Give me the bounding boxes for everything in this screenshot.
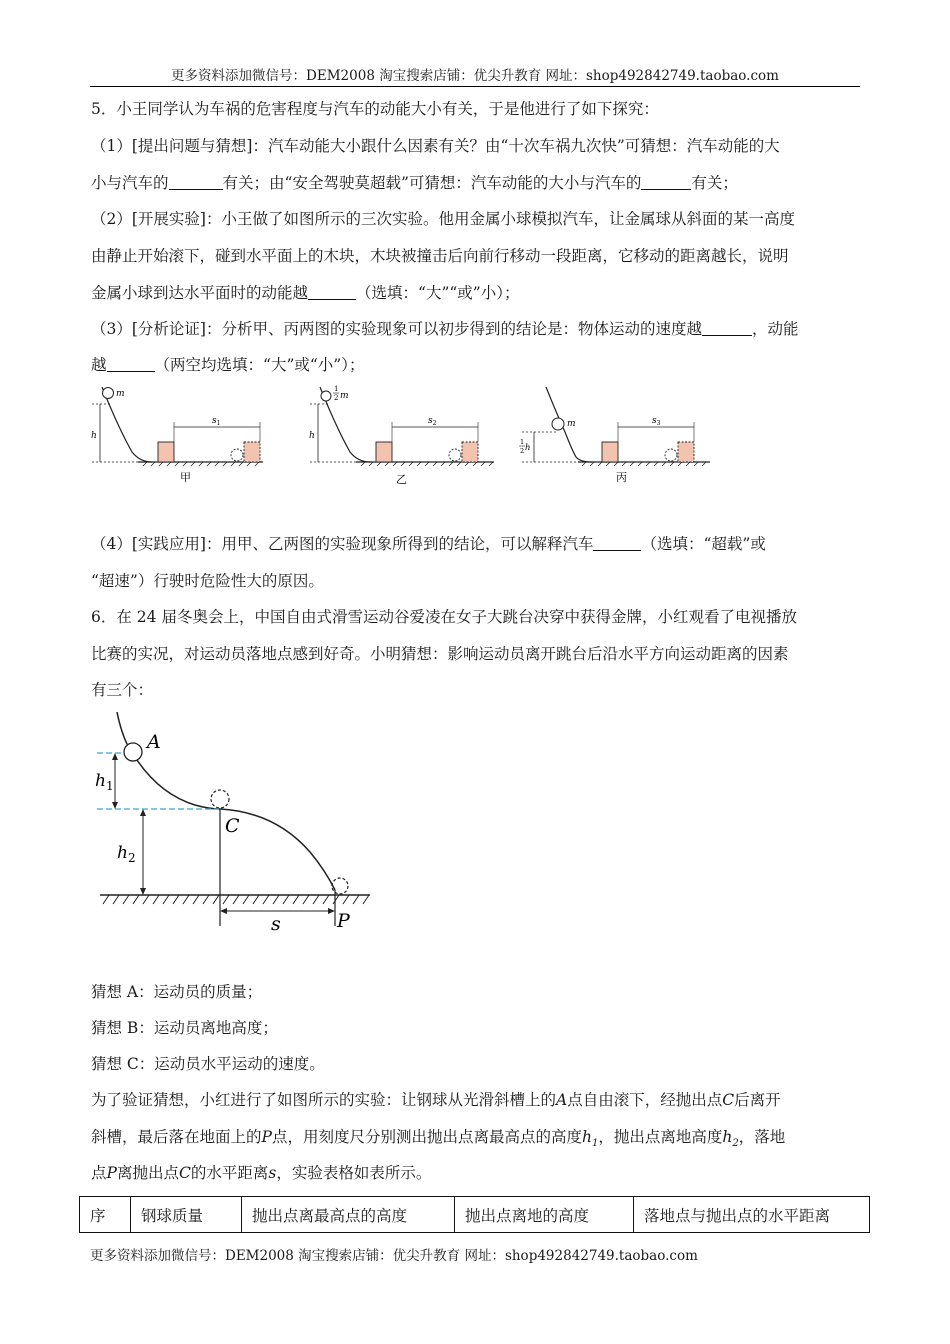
- q5-p4-text2: （选填：“超载”或: [641, 535, 766, 553]
- page-footer: 更多资料添加微信号：DEM2008 淘宝搜索店铺：优尖升教育 网址：shop492842749.taobao.com: [90, 1248, 698, 1264]
- table-header-cell: 序: [80, 1197, 131, 1233]
- q5-p3-line2: [91, 354, 364, 376]
- q5-p3-text3: 越: [91, 356, 107, 374]
- text: 为了验证猜想，小红进行了如图所示的实验：让钢球从光滑斜槽上的: [91, 1091, 557, 1109]
- height-label: h: [91, 431, 97, 441]
- experiment-table: [79, 1196, 870, 1233]
- s-label: s: [271, 913, 281, 935]
- text: 的水平距离: [190, 1164, 269, 1182]
- point-p-label: P: [337, 910, 350, 932]
- q6-line2: 比赛的实况，对运动员落地点感到好奇。小明猜想：影响运动员离开跳台后沿水平方向运动距离的因素: [91, 645, 789, 663]
- var: h: [722, 1128, 733, 1146]
- q5-p1-text3: 有关；: [691, 174, 738, 192]
- q5-p2-text1: 金属小球到达水平面时的动能越: [91, 284, 309, 302]
- table-header-cell: 钢球质量: [131, 1197, 242, 1233]
- height-label: h: [525, 443, 531, 453]
- blank-answer[interactable]: [107, 355, 155, 372]
- var: h: [581, 1128, 592, 1146]
- table-header-cell: 落地点与抛出点的水平距离: [634, 1197, 870, 1233]
- guess-c: 猜想 C：运动员水平运动的速度。: [91, 1055, 325, 1073]
- q5-p3-text2: ，动能: [751, 320, 799, 338]
- var: s: [268, 1164, 277, 1182]
- figure-bing: [519, 387, 710, 484]
- text: 点: [91, 1164, 107, 1182]
- h1-label: $h_1$: [95, 771, 114, 793]
- text: ，实验表格如表所示。: [276, 1164, 432, 1182]
- q5-p4-text1: （4）[实践应用]：用甲、乙两图的实验现象所得到的结论，可以解释汽车: [91, 535, 594, 553]
- q6-line3: 有三个：: [91, 681, 154, 699]
- q5-p2-line1: （2）[开展实验]：小王做了如图所示的三次实验。他用金属小球模拟汽车，让金属球从斜面的某一高度: [91, 210, 795, 228]
- text: 点，用刻度尺分别测出抛出点离最高点的高度: [271, 1128, 582, 1146]
- page-header: 更多资料添加微信号：DEM2008 淘宝搜索店铺：优尖升教育 网址：shop492842749.taobao.com: [90, 66, 860, 87]
- sub: 2: [732, 1138, 739, 1150]
- mass-label: m: [567, 419, 576, 429]
- var: C: [722, 1091, 735, 1109]
- point-a-label: A: [147, 731, 161, 753]
- text: 后离开: [734, 1091, 781, 1109]
- blank-answer[interactable]: [702, 319, 752, 336]
- figure-label-jia: 甲: [180, 471, 191, 484]
- guess-b: 猜想 B：运动员离地高度；: [91, 1019, 278, 1037]
- q5-title: 5．小王同学认为车祸的危害程度与汽车的动能大小有关，于是他进行了如下探究：: [91, 100, 659, 118]
- point-c-label: C: [225, 815, 240, 837]
- text: ，抛出点离地高度: [598, 1128, 723, 1146]
- q5-p1-line2: [91, 172, 738, 194]
- figure-yi: [309, 385, 494, 486]
- q6-exp-line2: [91, 1126, 785, 1155]
- q5-figure: [88, 382, 718, 490]
- sub: 1: [591, 1138, 599, 1150]
- blank-answer[interactable]: [641, 173, 691, 190]
- height-fraction-den: 2: [520, 447, 525, 455]
- guess-a: 猜想 A：运动员的质量；: [91, 983, 263, 1001]
- figure-label-bing: 丙: [616, 471, 627, 484]
- q5-p3-line1: [91, 318, 798, 340]
- height-fraction-num: 1: [520, 438, 525, 446]
- table-header-cell: 抛出点离地的高度: [455, 1197, 634, 1233]
- q5-p1-line1: （1）[提出问题与猜想]：汽车动能大小跟什么因素有关？由“十次车祸九次快”可猜想：汽车动能的大: [91, 137, 780, 155]
- figure-label-yi: 乙: [396, 473, 407, 486]
- table-header-row: [80, 1197, 870, 1233]
- text: 离抛出点: [116, 1164, 179, 1182]
- blank-answer[interactable]: [308, 283, 356, 300]
- mass-fraction-den: 2: [334, 394, 339, 402]
- distance-label: $s_3$: [652, 416, 661, 427]
- text: ，落地: [738, 1128, 786, 1146]
- q5-p2-line2: 由静止开始滚下，碰到水平面上的木块，木块被撞击后向前行移动一段距离，它移动的距离越长，说明: [91, 247, 789, 265]
- var: P: [106, 1164, 117, 1182]
- text: 点自由滚下，经抛出点: [567, 1091, 723, 1109]
- q5-p1-text1: 小与汽车的: [91, 174, 169, 192]
- q5-p2-line3: [91, 282, 519, 304]
- blank-answer[interactable]: [169, 173, 223, 190]
- q5-p4-line1: [91, 533, 766, 555]
- var: A: [556, 1091, 568, 1109]
- height-label: h: [309, 431, 315, 441]
- table-header-cell: 抛出点离最高点的高度: [242, 1197, 455, 1233]
- h2-label: $h_2$: [117, 843, 136, 865]
- q6-exp-line1: [91, 1089, 781, 1111]
- q5-p3-text1: （3）[分析论证]：分析甲、丙两图的实验现象可以初步得到的结论是：物体运动的速度越: [91, 320, 702, 338]
- mass-label: m: [340, 391, 349, 401]
- q6-line1: 6．在 24 届冬奥会上，中国自由式滑雪运动谷爱凌在女子大跳台决穿中获得金牌，小红观看了电视播放: [91, 608, 797, 626]
- q5-p4-line2: “超速”）行驶时危险性大的原因。: [91, 572, 324, 590]
- q6-exp-line3: [91, 1162, 431, 1184]
- blank-answer[interactable]: [593, 534, 641, 551]
- distance-label: $s_2$: [428, 416, 437, 427]
- q5-p3-text4: （两空均选填：“大”或“小”）；: [154, 356, 365, 374]
- q5-p1-text2: 有关；由“安全驾驶莫超载”可猜想：汽车动能的大小与汽车的: [222, 174, 642, 192]
- mass-label: m: [116, 389, 125, 399]
- text: 斜槽，最后落在地面上的: [91, 1128, 262, 1146]
- mass-fraction-num: 1: [334, 385, 339, 393]
- figure-jia: [91, 387, 263, 484]
- distance-label: $s_1$: [212, 416, 221, 427]
- var: C: [178, 1164, 191, 1182]
- q6-figure: [95, 712, 395, 937]
- var: P: [261, 1128, 272, 1146]
- q5-p2-text2: （选填：“大”“或”小）；: [356, 284, 520, 302]
